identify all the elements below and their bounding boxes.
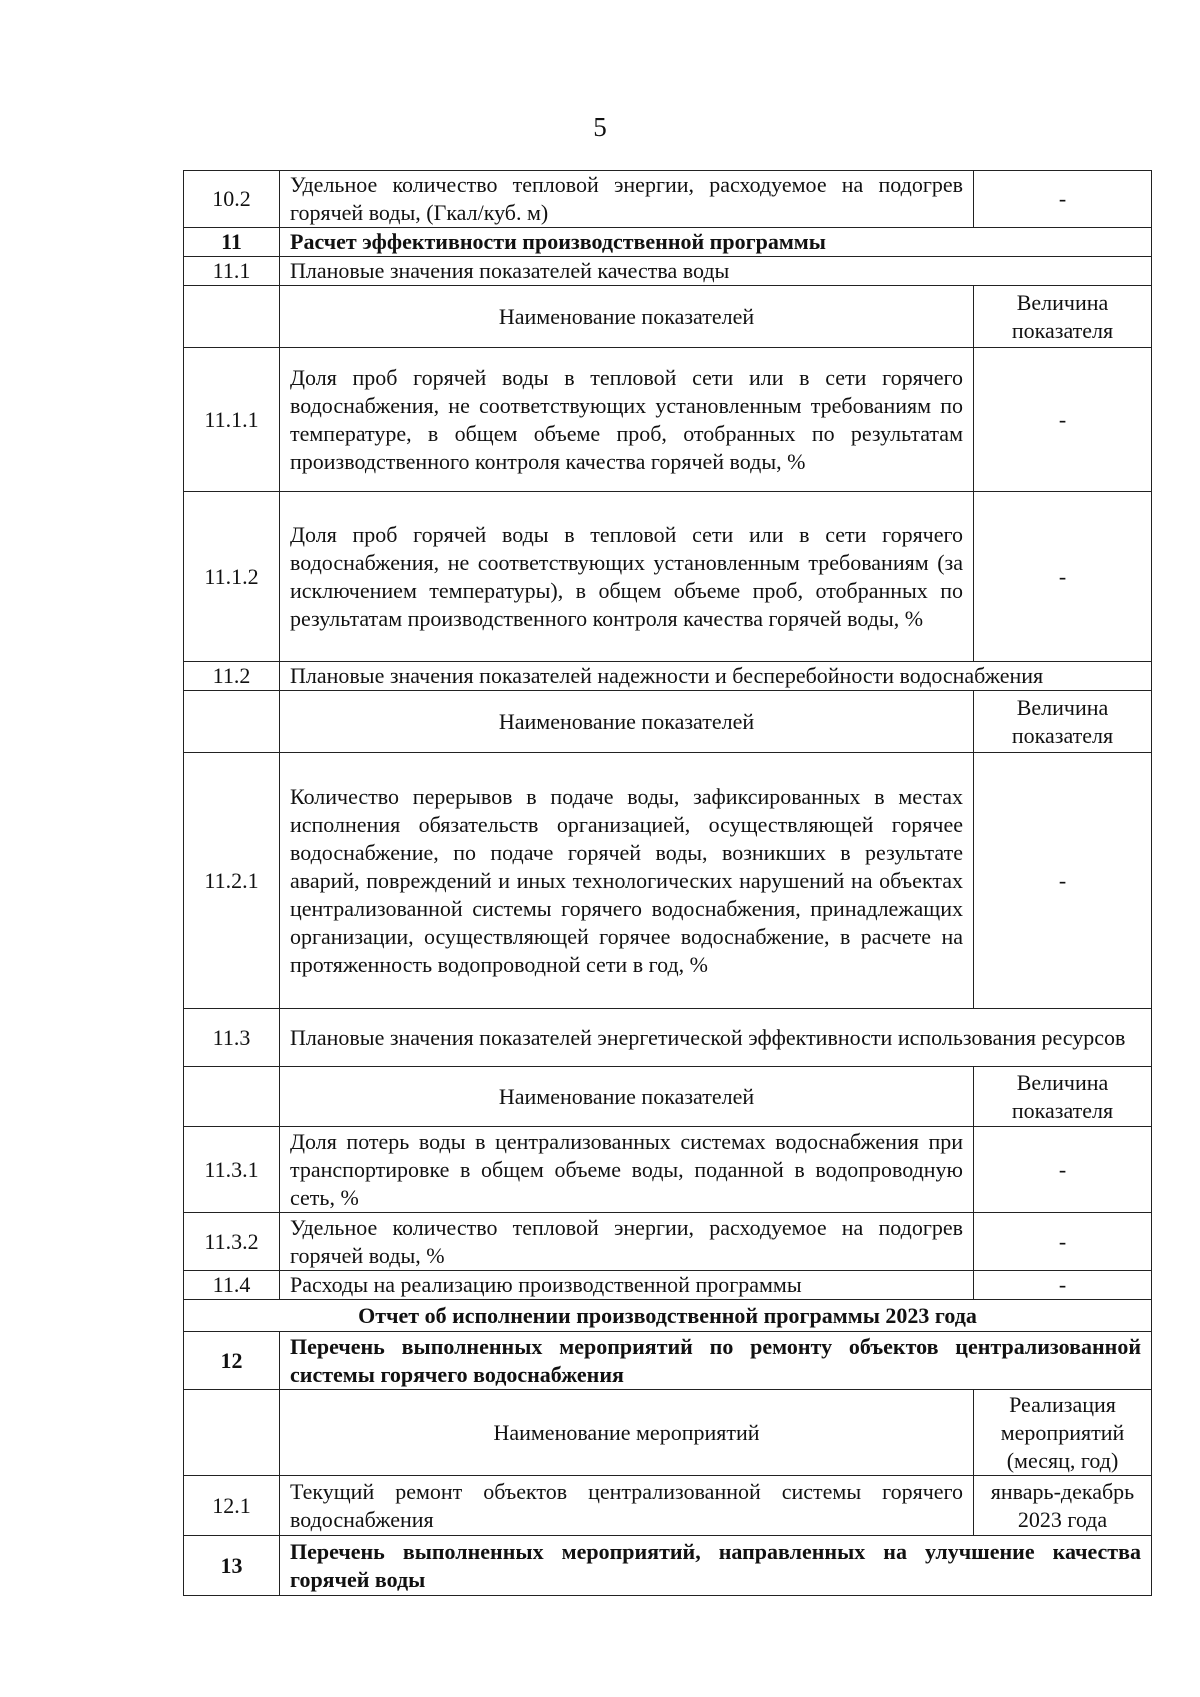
column-header-event-realization: Реализация мероприятий (месяц, год)	[974, 1390, 1152, 1476]
empty-cell	[184, 1390, 280, 1476]
table-row	[184, 662, 1152, 691]
production-program-table	[183, 170, 1152, 1596]
row-text: Доля проб горячей воды в тепловой сети или в сети горячего водоснабжения, не соответствующих установленным требованиям по температуре, в общем объеме проб, отобранных по результатам производственного контроля качества горячей воды, %	[280, 348, 974, 492]
table-row	[184, 1127, 1152, 1213]
table-row	[184, 1332, 1152, 1390]
row-number: 11.3.1	[184, 1127, 280, 1213]
section-title: Расчет эффективности производственной программы	[280, 228, 1152, 257]
row-value: январь-декабрь 2023 года	[974, 1476, 1152, 1536]
row-value: -	[974, 492, 1152, 662]
table-header-row	[184, 1067, 1152, 1127]
row-number: 12	[184, 1332, 280, 1390]
table-row	[184, 1213, 1152, 1271]
subsection-title: Плановые значения показателей надежности и бесперебойности водоснабжения	[280, 662, 1152, 691]
table-row	[184, 1009, 1152, 1067]
empty-cell	[184, 691, 280, 753]
row-number: 11.3	[184, 1009, 280, 1067]
row-number: 11.2.1	[184, 753, 280, 1009]
row-number: 11.1.1	[184, 348, 280, 492]
table-row	[184, 1271, 1152, 1300]
report-title: Отчет об исполнении производственной программы 2023 года	[184, 1300, 1152, 1332]
row-number: 12.1	[184, 1476, 280, 1536]
subsection-title: Плановые значения показателей энергетической эффективности использования ресурсов	[280, 1009, 1152, 1067]
table-row	[184, 228, 1152, 257]
column-header-name: Наименование показателей	[280, 286, 974, 348]
section-title: Перечень выполненных мероприятий, направленных на улучшение качества горячей воды	[280, 1536, 1152, 1596]
row-number: 11.1	[184, 257, 280, 286]
table-row	[184, 1300, 1152, 1332]
table-row	[184, 1536, 1152, 1596]
row-value: -	[974, 171, 1152, 228]
section-title: Перечень выполненных мероприятий по ремонту объектов централизованной системы горячего водоснабжения	[280, 1332, 1152, 1390]
row-text: Доля проб горячей воды в тепловой сети или в сети горячего водоснабжения, не соответствующих установленным требованиям (за исключением температуры), в общем объеме проб, отобранных по результатам производственного контроля качества горячей воды, %	[280, 492, 974, 662]
row-text: Количество перерывов в подаче воды, зафиксированных в местах исполнения обязательств организацией, осуществляющей горячее водоснабжение, по подаче горячей воды, возникших в результате аварий, повреждений и иных технологических нарушений на объектах централизованной системы горячего водоснабжения, принадлежащих организации, осуществляющей горячее водоснабжение, в расчете на протяженность водопроводной сети в год, %	[280, 753, 974, 1009]
empty-cell	[184, 1067, 280, 1127]
row-number: 11.1.2	[184, 492, 280, 662]
row-text: Расходы на реализацию производственной программы	[280, 1271, 974, 1300]
table-header-row	[184, 286, 1152, 348]
row-number: 11	[184, 228, 280, 257]
row-text: Доля потерь воды в централизованных системах водоснабжения при транспортировке в общем объеме воды, поданной в водопроводную сеть, %	[280, 1127, 974, 1213]
table-row	[184, 171, 1152, 228]
row-number: 10.2	[184, 171, 280, 228]
column-header-value: Величина показателя	[974, 1067, 1152, 1127]
row-value: -	[974, 1213, 1152, 1271]
row-value: -	[974, 1127, 1152, 1213]
column-header-value: Величина показателя	[974, 691, 1152, 753]
empty-cell	[184, 286, 280, 348]
column-header-value: Величина показателя	[974, 286, 1152, 348]
row-value: -	[974, 753, 1152, 1009]
row-text: Удельное количество тепловой энергии, расходуемое на подогрев горячей воды, %	[280, 1213, 974, 1271]
subsection-title: Плановые значения показателей качества воды	[280, 257, 1152, 286]
table-row	[184, 492, 1152, 662]
row-text: Текущий ремонт объектов централизованной системы горячего водоснабжения	[280, 1476, 974, 1536]
table-header-row	[184, 691, 1152, 753]
page-number: 5	[593, 112, 607, 142]
row-value: -	[974, 348, 1152, 492]
row-number: 11.2	[184, 662, 280, 691]
column-header-event-name: Наименование мероприятий	[280, 1390, 974, 1476]
row-number: 11.4	[184, 1271, 280, 1300]
table-header-row	[184, 1390, 1152, 1476]
table-row	[184, 1476, 1152, 1536]
table-row	[184, 753, 1152, 1009]
row-value: -	[974, 1271, 1152, 1300]
table-row	[184, 348, 1152, 492]
row-number: 11.3.2	[184, 1213, 280, 1271]
row-number: 13	[184, 1536, 280, 1596]
table-row	[184, 257, 1152, 286]
column-header-name: Наименование показателей	[280, 1067, 974, 1127]
column-header-name: Наименование показателей	[280, 691, 974, 753]
row-text: Удельное количество тепловой энергии, расходуемое на подогрев горячей воды, (Гкал/куб. м)	[280, 171, 974, 228]
